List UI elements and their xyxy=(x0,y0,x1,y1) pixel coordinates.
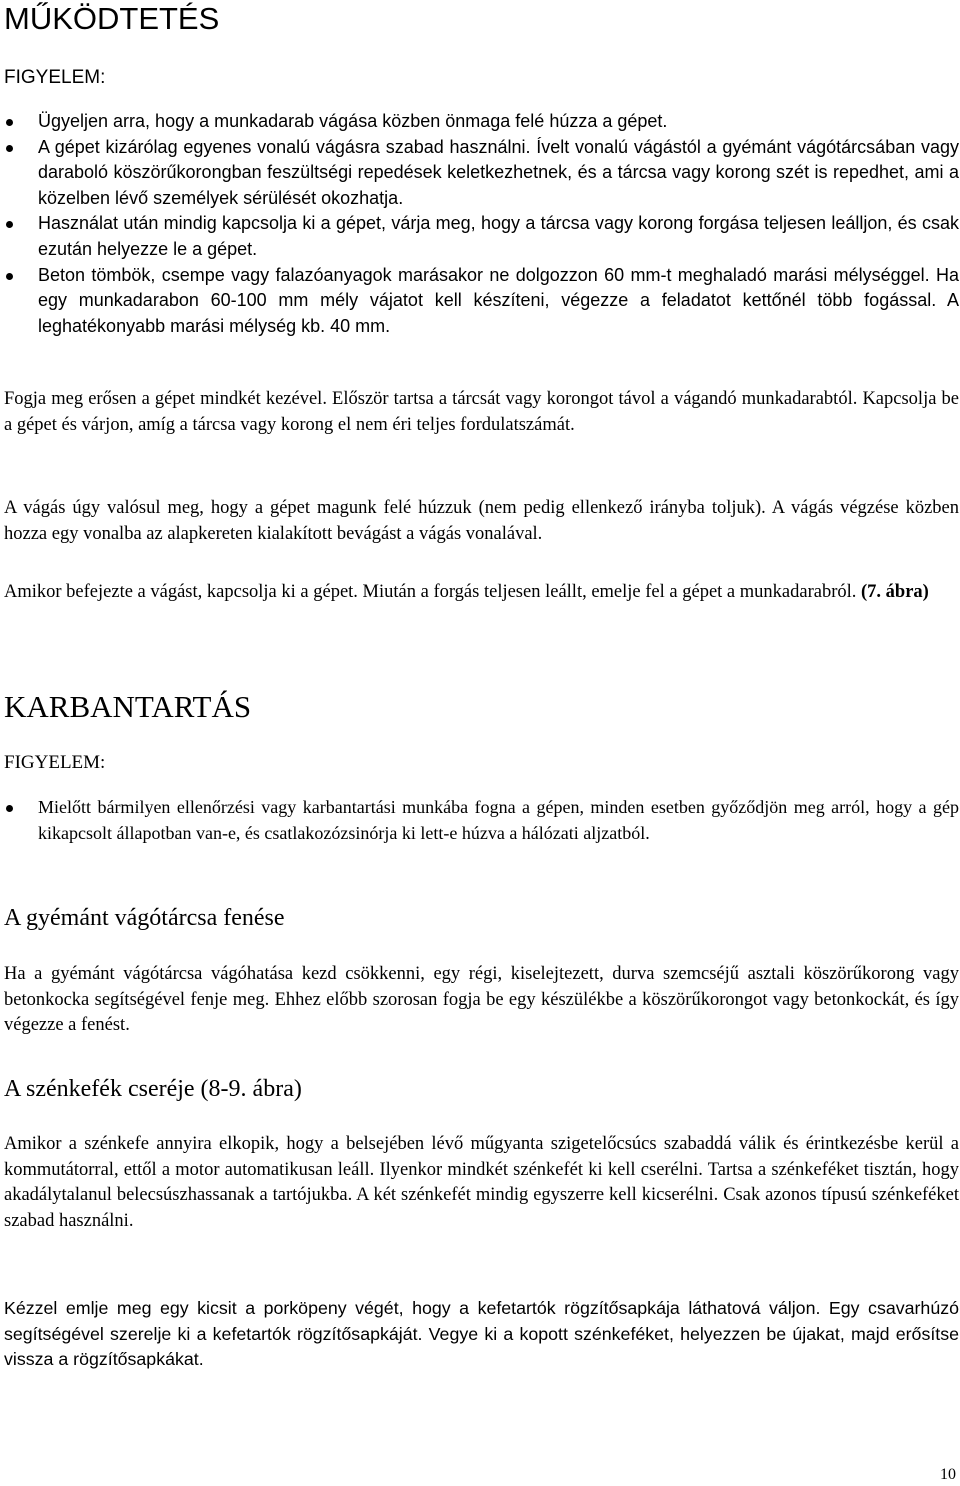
list-item: A gépet kizárólag egyenes vonalú vágásra szabad használni. Ívelt vonalú vágástól a gyémánt vágótárcsában vagy daraboló köszörűkorongban feszültségi repedések keletkezhetnek, és a tárcsa vagy korong szét is repedhet, ami a közelben lévő személyek sérülését okozhatja. xyxy=(0,135,959,212)
bullet-icon xyxy=(6,145,13,152)
operation-paragraph: A vágás úgy valósul meg, hogy a gépet magunk felé húzzuk (nem pedig ellenkező irányba toljuk). A vágás végzése közben hozza egy vonalba az alapkereten kialakított bevágást a vágás vonalával. xyxy=(4,498,959,544)
page-number: 10 xyxy=(940,1466,956,1483)
operation-paragraph-final: Amikor befejezte a vágást, kapcsolja ki a gépet. Miután a forgás teljesen leállt, emelje fel a gépet a munkadarabról. (7. ábra) xyxy=(4,582,929,602)
section-title-operation: MŰKÖDTETÉS xyxy=(4,1,220,36)
brush-paragraph: Amikor a szénkefe annyira elkopik, hogy a belsejében lévő műgyanta szigetelőcsúcs szabaddá válik és érintkezésbe kerül a kommutátorral, ettől a motor automatikusan leáll. Ilyenkor mindkét szénkefét ki kell cserélni. Tartsa a szénkeféket tisztán, hogy akadálytalanul belecsúszhassanak a tartójukba. A két szénkefét mindig egyszerre kell kicserélni. Csak azonos típusú szénkeféket szabad használni. xyxy=(4,1134,959,1231)
list-item: Beton tömbök, csempe vagy falazóanyagok marásakor ne dolgozzon 60 mm-t meghaladó marási mélységgel. Ha egy munkadarabon 60-100 mm mély vájatot kell készíteni, végezze a feladatot kettőnél több fogással. A leghatékonyabb marási mélység kb. 40 mm. xyxy=(0,263,959,340)
bullet-icon xyxy=(6,273,13,280)
bullet-icon xyxy=(6,221,13,228)
list-item: Használat után mindig kapcsolja ki a gépet, várja meg, hogy a tárcsa vagy korong forgása teljesen leálljon, és csak ezután helyezze le a gépet. xyxy=(0,211,959,262)
operation-paragraph: Fogja meg erősen a gépet mindkét kezével. Először tartsa a tárcsát vagy korongot távol a vágandó munkadarabtól. Kapcsolja be a gépet és várjon, amíg a tárcsa vagy korong el nem éri teljes fordulatszámát. xyxy=(4,389,959,435)
section-title-maintenance: KARBANTARTÁS xyxy=(4,689,252,724)
subsection-title-brush-replacement: A szénkefék cseréje (8-9. ábra) xyxy=(4,1076,302,1102)
list-item: Mielőtt bármilyen ellenőrzési vagy karbantartási munkába fogna a gépen, minden esetben győződjön meg arról, hogy a gép kikapcsolt állapotban van-e, és csatlakozózsinórja ki lett-e húzva a hálózati aljzatból. xyxy=(0,795,959,846)
maintenance-warning-list xyxy=(0,795,959,846)
bullet-icon xyxy=(6,119,13,126)
list-item: Ügyeljen arra, hogy a munkadarab vágása közben önmaga felé húzza a gépet. xyxy=(0,109,959,135)
bullet-icon xyxy=(6,805,13,812)
subsection-title-sharpening: A gyémánt vágótárcsa fenése xyxy=(4,905,285,931)
sharpening-paragraph: Ha a gyémánt vágótárcsa vágóhatása kezd csökkenni, egy régi, kiselejtezett, durva szemcséjű asztali köszörűkorong vagy betonkocka segítségével fenje meg. Ehhez előbb szorosan fogja be egy készülékbe a köszörűkorongot vagy betonkockát, és így végezze a fenést. xyxy=(4,964,959,1036)
figure-reference: (7. ábra) xyxy=(861,582,929,602)
operation-warning-list xyxy=(0,109,959,339)
warning-label-operation: FIGYELEM: xyxy=(4,67,106,88)
brush-paragraph: Kézzel emlje meg egy kicsit a porköpeny végét, hogy a kefetartók rögzítősapkája láthatová váljon. Egy csavarhúzó segítségével szerelje ki a kefetartók rögzítősapkáját. Vegye ki a kopott szénkeféket, helyezzen be újakat, majd erősítse vissza a rögzítősapkákat. xyxy=(4,1298,959,1370)
warning-label-maintenance: FIGYELEM: xyxy=(4,752,106,773)
